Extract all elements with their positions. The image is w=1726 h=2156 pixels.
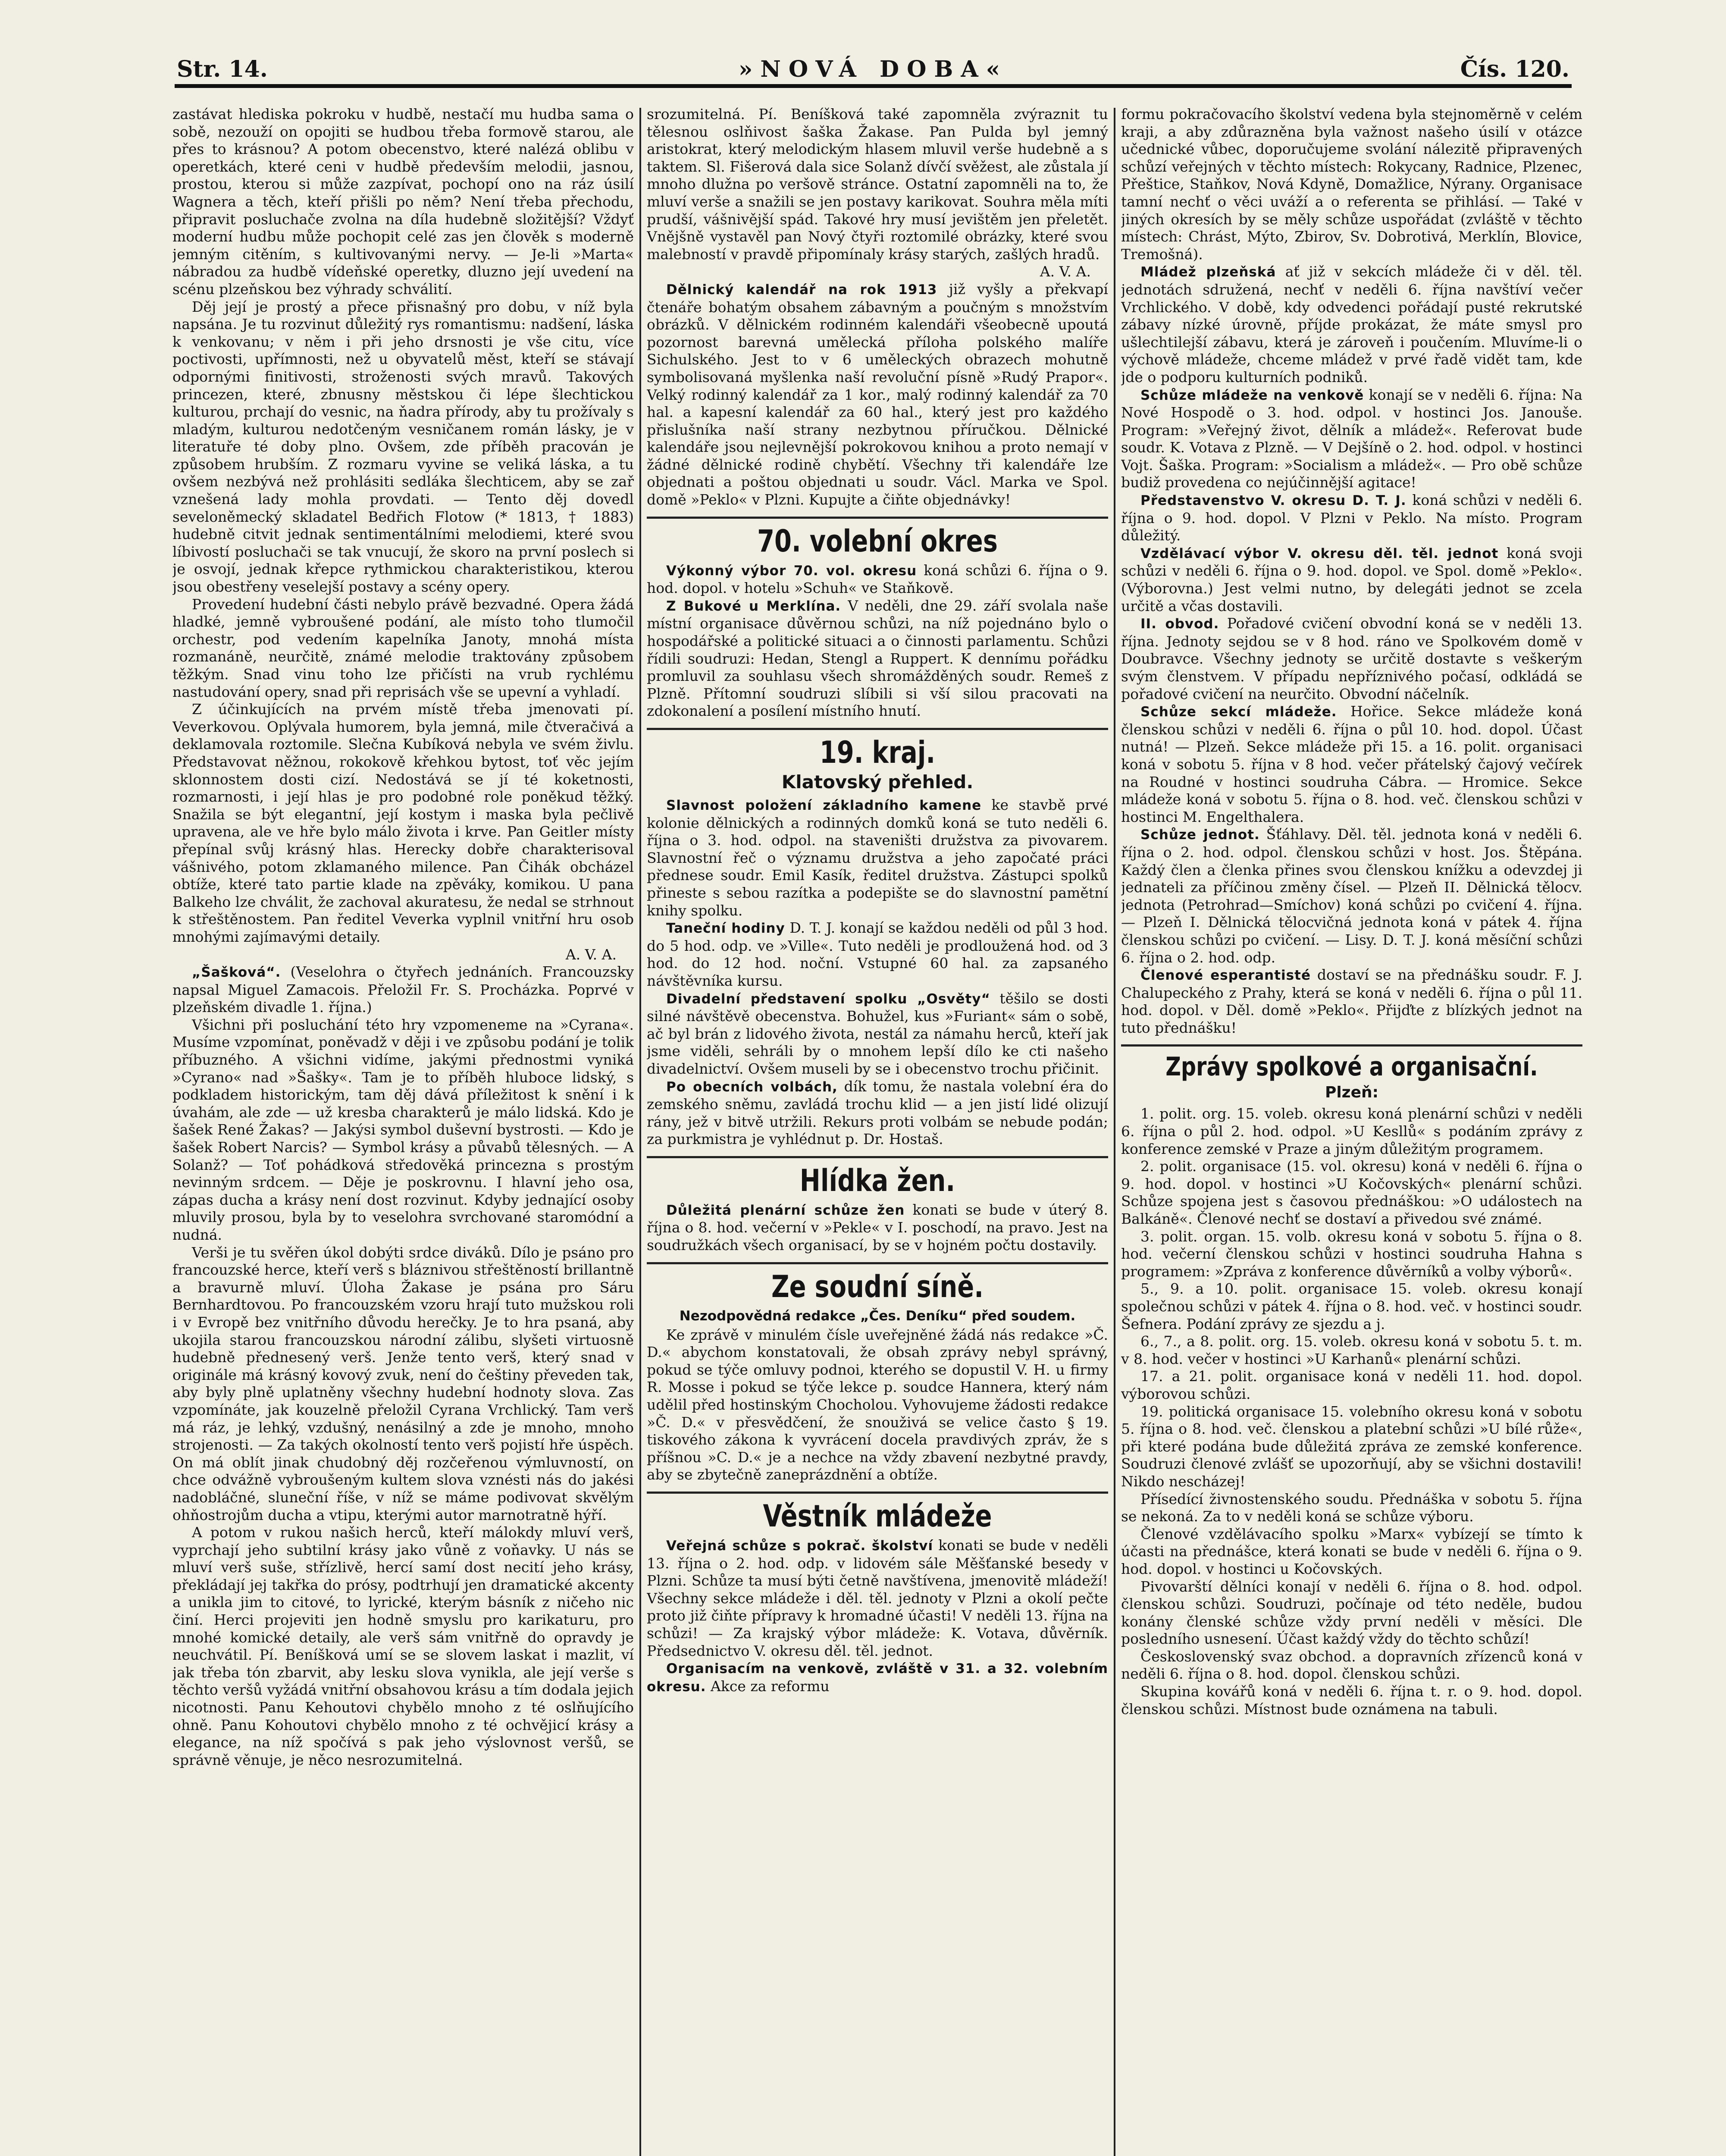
notice-text: dostaví se na přednášku soudr. F. J. Chalupeckého z Prahy, která se koná v neděli 6. října o půl 11. hod. dopol. v Děl. domě »Peklo«. Přijďte z blízkých jednot na tuto přednášku! xyxy=(1121,966,1582,1036)
notice xyxy=(647,281,1108,509)
article-paragraph: Děj její je prostý a přece přisnašný pro dobu, v níž byla napsána. Je tu rozvinut důležitý rys romantismu: nadšení, láska k venkovanu; v něm i při jeho drsnosti je vše citu, více poctivosti, upřímnosti, než u obyvatelů měst, kteří se stávají odpornými finitivosti, stroženosti svých mravů. Takových princezen, které, zbnusny městskou či lépe šlechtickou kulturou, prchají do vesnic, na ňadra přírody, aby tu prožívaly s mladým, kulturou nedotčeným vesničanem román lásky, je v literatuře té doby plno. Ovšem, zde příběh pracován je způsobem hrubším. Z rozmaru vyvine se veliká láska, a tu ovšem nezbývá než prohlásiti sedláka šlechticem, aby se zař vznešená lady mohla provdati. — Tento děj dovedl seveloněmecký skladatel Bedřich Flotow (* 1813, † 1883) hudebně citvit jednak sentimentálními melodiemi, které svou líbivostí posluchači se tak vnucují, že skoro na první poslech si je osvojí, jednak křepce rythmickou charakteristikou, kterou jsou obestřeny veselejší postavy a scény opery. xyxy=(172,298,634,595)
club-notice: Pivovarští dělníci konají v neděli 6. října o 8. hod. odpol. členskou schůzi. Soudruzi, počínaje od této neděle, budou konány členské schůze vždy první neděli v měsíci. Dle posledního usnesení. Účast každý vždy do těchto schůzí! xyxy=(1121,1578,1582,1648)
notice-title: Taneční hodiny xyxy=(666,921,785,937)
column-rule-2 xyxy=(1114,108,1115,2156)
review-intro xyxy=(172,963,634,1016)
page-number: Str. 14. xyxy=(177,56,268,82)
notice xyxy=(647,1660,1108,1695)
notice-text: koná schůzi v neděli 6. října o 9. hod. dopol. V Plzni v Peklo. Na místo. Program důležitý. xyxy=(1121,492,1582,544)
notice-title: Organisacím na venkově, zvláště v 31. a 32. volebním okresu. xyxy=(647,1661,1108,1695)
article-paragraph: formu pokračovacího školství vedena byla stejnoměrně v celém kraji, a aby zdůrazněna byla važnost našeho úsilí v otázce učednické vůbec, doporučujeme svolání nálezitě připravených schůzí veřejných v těchto místech: Rokycany, Radnice, Plzenec, Přeštice, Staňkov, Nová Kdyně, Domažlice, Nýrany. Organisace tamní nechť o věci uváží a o referenta se přihlásí. — Také v jiných okresích by se měly schůze uspořádat (zvláště v těchto místech: Chrást, Mýto, Zbirov, Sv. Dobrotivá, Merklín, Blovice, Tremošná). xyxy=(1121,106,1582,263)
author-signature: A. V. A. xyxy=(1040,263,1091,280)
article-paragraph: Všichni při posluchání této hry vzpomeneme na »Cyrana«. Musíme vzpomínat, poněvadž v ději i ve způsobu podání je tolik příbuzného. A všichni vidíme, jakými přednostmi vyniká »Cyrano« nad »Šašky«. Tam je to příběh hluboce lidský, s podkladem historickým, tam děj dává příležitost k snění i k úvahám, ale zde — už kresba charakterů je málo lidská. Kdo je šašek René Žakas? — Jakýsi symbol duševní bystrosti. — Kdo je šašek Robert Narcis? — Symbol krásy a půvabů tělesných. — A Solanž? — Toť pohádková středověká princezna s prostým nevinným srdcem. — Děje je poskrovnu. I hlavní jeho osa, zápas ducha a krásy není dost rozvinut. Kdyby jednající osoby mluvily prosou, byla by to veselohra svrchované staromódní a nudná. xyxy=(172,1016,634,1243)
notice xyxy=(647,990,1108,1078)
notice-text: D. T. J. konají se každou neděli od půl 3 hod. do 5 hod. odp. ve »Ville«. Tuto neděli je prodloužená hod. od 3 hod. do 12 hod. noční. Vstupné 60 hal. za zapsaného návštěvníka kursu. xyxy=(647,919,1108,989)
review-title: „Šašková“. xyxy=(192,965,281,981)
article-paragraph: srozumitelná. Pí. Beníšková také zapomněla zvýraznit tu tělesnou oslňivost šaška Žakase. Pan Pulda byl jemný aristokrat, který melodickým hlasem mluvil verše hudebně a s taktem. Sl. Fišerová dala sice Solanž dívčí svěžest, ale zůstala jí mnoho dlužna po veršově stránce. Ostatní zapomněli na to, že mluví verše a snažili se jen postavy karikovat. Souhra měla míti prudší, vášnivější spád. Takové hry musí jevištěm jen přeletět. Vnějšně vystavěl pan Nový čtyři roztomilé obrázky, které svou malebností v pravdě připomínaly krásy starých, zašlých hradů. xyxy=(647,106,1108,263)
notice-text: V neděli, dne 29. září svolala naše místní organisace důvěrnou schůzi, na níž pojednáno bylo o hospodářské a politické situaci a o činnosti parlamentu. Schůzi řídili soudruzi: Hedan, Stengl a Ruppert. K dennímu pořádku promluvil za souhlasu všech shromážděných soudr. Remeš z Plzně. Přítomní soudruzi slíbili si vší silou pracovati na zdokonalení a posílení místního hnutí. xyxy=(647,597,1108,720)
notice xyxy=(1121,545,1582,615)
notice xyxy=(647,1078,1108,1148)
notice-text: Akce za reformu xyxy=(711,1677,830,1695)
notice-title: Vzdělávací výbor V. okresu děl. těl. jednot xyxy=(1140,545,1499,561)
article-paragraph: A potom v rukou našich herců, kteří málokdy mluví verš, vyprchají jeho subtilní krásy jako vůně z voňavky. U nás se mluví verš suše, střízlivě, hercí samí dost necití jeho krásy, překládají jej takřka do prósy, podtrhují jen dramatické akcenty a unikla jim to citové, to lyrické, kterým básník z ničeho nic činí. Herci projeviti jen hodně smyslu pro karikaturu, pro mnohé komické detaily, ale verš sám vnitřně do opravdy je neuchvátil. Pí. Beníšková umí se se slovem laskat i mazlit, ví jak třeba tón zbarvit, aby lesku slova vynikla, ale její verše s těchto veršů vyžádá vnitřní obsahovou krásu a tím dodala jejich nicotnosti. Panu Kehoutovi chybělo mnoho z té oslňujícího ohně. Panu Kohoutovi chybělo mnoho z té ochvějicí krásy a elegance, na níž spočívá s pak jeho výslovnost veršů, se správně věnuje, je něco nesrozumitelná. xyxy=(172,1524,634,1768)
club-notice: 19. politická organisace 15. volebního okresu koná v sobotu 5. října o 8. hod. več. členskou a platební schůzi »U bílé růže«, při které podána bude důležitá zpráva ze zemské konference. Soudruzi členové zvlášť se upozorňují, aby se všichni dostavili! Nikdo nescházej! xyxy=(1121,1403,1582,1490)
club-notice: Československý svaz obchod. a dopravních zřízenců koná v neděli 6. října o 8. hod. dopol. členskou schůzi. xyxy=(1121,1648,1582,1683)
notice xyxy=(1121,826,1582,966)
section-title: Ze soudní síně. xyxy=(771,1269,984,1304)
club-notice: 6., 7., a 8. polit. org. 15. voleb. okresu koná v sobotu 5. t. m. v 8. hod. večer v hostinci »U Karhanů« plenární schůzi. xyxy=(1121,1333,1582,1367)
article-paragraph: Verši je tu svěřen úkol dobýti srdce diváků. Dílo je psáno pro francouzské herce, kteří verš s bláznivou střeštěností brillantně a bravurně mluví. Úloha Žakase je psána pro Sáru Bernhardtovou. Po francouzském vzoru hrají tuto mužskou roli i v Evropě bez vnitřního důvodu herečky. Je to hra psaná, aby ukojila starou francouzskou národní zálibu, slyšeti virtuosně hudebně přednesený verš. Jenže tento verš, který snad v originále má krásný kovový zvuk, není do češtiny převeden tak, aby byly plně uplatněny všechny hudební hodnoty slova. Zas vzpomínáte, jak kouzelně přeložil Cyrana Vrchlický. Tam verš má ráz, je lehký, vzdušný, nenásilný a zde je mnoho, mnoho strojenosti. — Za takých okolností tento verš pojistí hře úspěch. On má oblít jinak chudobný děj rozčeřenou výmluvností, on chce odvážně vybroušeným kultem slova vznésti nás do jakési nadobláčné, sluneční říše, v níž se máme podivovat skvělým ohňostrojům ducha a vtipu, kterými autor marnotratně hýří. xyxy=(172,1244,634,1523)
notice xyxy=(1121,492,1582,545)
article-paragraph: Z účinkujících na prvém místě třeba jmenovati pí. Veverkovou. Oplývala humorem, byla jemná, mile čtveračivá a deklamovala roztomile. Slečna Kubíková nebyla ve svém živlu. Představovat něžnou, rokokově křehkou bytost, toť věc jejím sklonnostem dosti cizí. Nedostává se jí té koketnosti, rozmarnosti, i její hlas je pro podobné role poněkud těžký. Snažila se být elegantní, její kostym i maska byla pečlivě upravena, ale ve hře bylo málo života i krve. Pan Geitler místy přepínal svůj krásný hlas. Herecky dobře charakterisoval vášnivého, potom zklamaného milence. Pan Čihák obcházel obtíže, které tato partie klade na zpěváky, komikou. U pana Balkeho lze chválit, že zachoval akuratesu, že nedal se strhnout k střeštěnostem. Pan ředitel Veverka vyplnil vnitřní hru osob mnohými zajímavými detaily. xyxy=(172,701,634,945)
notice-text: dík tomu, že nastala volební éra do zemského sněmu, zavládá trochu klid — a jen jistí lidé olizují rány, jež v bitvě utržili. Rekurs proti volbám se nebude podán; za purkmistra je vyhlédnut p. Dr. Hostaš. xyxy=(647,1078,1108,1148)
section-title: Věstník mládeže xyxy=(763,1498,992,1534)
notice-text: koná schůzi 6. října o 9. hod. dopol. v hotelu »Schuh« ve Staňkově. xyxy=(647,561,1108,597)
club-notice: Skupina kovářů koná v neděli 6. října t. r. o 9. hod. dopol. členskou schůzi. Místnost bude oznámena na tabuli. xyxy=(1121,1683,1582,1717)
notice-title: Po obecních volbách, xyxy=(666,1079,838,1095)
notice xyxy=(647,562,1108,597)
notice-text: Šťáhlavy. Děl. těl. jednota koná v neděli 6. října o 2. hod. odpol. členskou schůzi v host. Jos. Štěpána. Každý člen a členka přines svou členskou knížku a odevzdej ji jednateli za příčinou změny čísel. — Plzeň II. Dělnická tělocv. jednota (Petrohrad—Smíchov) koná schůzi po cvičení 4. října. — Plzeň I. Dělnická tělocvičná jednota koná v pátek 4. října členskou schůzi po cvičení. — Lisy. D. T. J. koná měsíční schůzi 6. října o 2. hod. odp. xyxy=(1121,826,1582,966)
notice xyxy=(647,1201,1108,1254)
notice-text: konají se v neděli 6. října: Na Nové Hospodě o 3. hod. odpol. v hostinci Jos. Janouše. Program: »Veřejný život, dělník a mládež«. Referovat bude soudr. K. Votava z Plzně. — V Dejšíně o 2. hod. odpol. v hostinci Vojt. Šaška. Program: »Socialism a mládež«. — Pro obě schůze budiž provedena co nejúčinnější agitace! xyxy=(1121,386,1582,491)
notice xyxy=(1121,615,1582,703)
section-header xyxy=(647,1492,1108,1534)
author-signature: A. V. A. xyxy=(565,946,617,963)
notice-title: Schůze sekcí mládeže. xyxy=(1140,704,1337,720)
notice-text: již vyšly a překvapí čtenáře bohatým obsahem zábavným a poučným s množstvím obrázků. V dělnickém rodinném kalendáři všeobecně upoutá pozornost barevná umělecká příloha polského malíře Sichulského. Jest to v 6 uměleckých obrazech mohutně symbolisovaná myšlenka naší revoluční písně »Rudý Prapor«. Velký rodinný kalendář za 1 kor., malý rodinný kalendář za 70 hal. a kapesní kalendář za 60 hal., který jest pro každého přislušníka naší strany nezbytnou příručkou. Dělnické kalendáře jsou nejlevnější pokrokovou knihou a proto nemají v žádné dělnické rodině chybětí. Všechny tři kalendáře lze objednati a poštou objednati u soudr. Václ. Marka ve Spol. domě »Peklo« v Plzni. Kupujte a čiňte objednávky! xyxy=(647,280,1108,508)
notice xyxy=(1121,966,1582,1037)
notice-title: Mládež plzeňská xyxy=(1140,264,1276,280)
issue-number: Čís. 120. xyxy=(1460,56,1569,82)
review-subtitle: (Veselohra o čtyřech jednáních. Francouzsky napsal Miguel Zamacois. Přeložil Fr. S. Procházka. Poprvé v plzeňském divadle 1. října.) xyxy=(172,963,634,1016)
notice-text: konati se bude v úterý 8. října o 8. hod. večerní v »Pekle« v I. poschodí, na pravo. Jest na soudružkách všech organisací, by se v hojném počtu dostavily. xyxy=(647,1201,1108,1254)
notice xyxy=(1121,703,1582,826)
notice-title: Veřejná schůze s pokrač. školství xyxy=(666,1538,933,1554)
article-paragraph: zastávat hlediska pokroku v hudbě, nestačí mu hudba sama o sobě, nezouží on opojiti se hudbou třeba formově starou, ale přes to krásnou? A potom obecenstvo, které nalézá oblibu v operetkách, které ceni v hudbě především melodii, jasnou, prostou, kterou si může zazpívat, pochopí ono na ráz úsilí Wagnera a těch, kteří přišli po něm? Není třeba přechodu, připravit posluchače zvolna na díla hudebně složitější? Vždyť moderní hudbu může pochopit celé zas jen člověk s moderně jemným citěním, s kultivovanými nervy. — Je-li »Marta« nábradou za hudbě vídeňské operetky, dluzno její uvedení na scénu plzeňskou bez výhrady schválití. xyxy=(172,106,634,298)
notice-text: těšilo se dosti silné návštěvě obecenstva. Bohužel, kus »Furiant« sám o sobě, ač byl brán z lidového života, nestál za námahu herců, kteří jak jsme viděli, sehráli by o mnohem lepší dílo ke cti našeho divadelnictví. Ovšem museli by se i obecenstvo trochu přičinit. xyxy=(647,990,1108,1077)
club-notice: 17. a 21. polit. organisace koná v neděli 11. hod. dopol. výborovou schůzi. xyxy=(1121,1368,1582,1402)
newspaper-title: »NOVÁ DOBA« xyxy=(738,56,1008,82)
notice-title: Důležitá plenární schůze žen xyxy=(666,1202,905,1218)
column-1 xyxy=(172,106,634,2156)
notice-title: Schůze jednot. xyxy=(1140,827,1260,843)
section-header xyxy=(1121,1044,1582,1103)
notice-text: ať již v sekcích mládeže či v děl. těl. jednotách sdružená, nechť v neděli 6. října navštíví večer Vrchlického. V době, kdy odvedenci pořádají pusté rekrutské zábavy nízké úrovně, příjde prokázat, že máte smysl pro ušlechtilejší zábavu, která je zároveň i poučením. Mluvíme-li o výchově mládeže, chceme mládež v prvé řadě vidět tam, kde jde o podporu kulturních podniků. xyxy=(1121,263,1582,385)
notice xyxy=(1121,263,1582,386)
section-header xyxy=(647,1156,1108,1199)
notice xyxy=(647,796,1108,919)
club-notice: 1. polit. org. 15. voleb. okresu koná plenární schůzi v neděli 6. října o půl 2. hod. odpol. »U Kesllů« s podáním zprávy z konference zemské v Praze a jiným důležitým programem. xyxy=(1121,1105,1582,1157)
column-rule-1 xyxy=(639,108,641,2156)
notice xyxy=(647,919,1108,990)
section-title: 19. kraj. xyxy=(819,735,936,770)
section-header xyxy=(647,728,1108,794)
notice-title: Z Bukové u Merklína. xyxy=(666,598,841,614)
club-notice: Členové vzdělávacího spolku »Marx« vybízejí se tímto k účasti na přednášce, která konati se bude v neděli 6. října o 9. hod. dopol. v hostinci u Kočovských. xyxy=(1121,1525,1582,1577)
notice-title: Schůze mládeže na venkově xyxy=(1140,387,1364,403)
column-3 xyxy=(1121,106,1582,2156)
section-title: Zprávy spolkové a organisační. xyxy=(1165,1052,1538,1082)
notice-text: ke stavbě prvé kolonie dělnických a rodinných domků koná se tuto neděli 6. října o 3. hod. odpol. na staveništi družstva za pivovarem. Slavnostní řeč o významu družstva a jeho započaté práci přednese soudr. Emil Kasík, ředitel družstva. Zástupci spolků přineste s sebou razítka a podepište se do slavnostní pamětní knihy spolku. xyxy=(647,796,1108,919)
club-notice: 2. polit. organisace (15. vol. okresu) koná v neděli 6. října o 9. hod. dopol. v hostinci »U Kočovských« plenární schůzi. Schůze spojena jest s časovou přednáškou: »O událostech na Balkáně«. Členové nechť se dostaví a přivedou své známé. xyxy=(1121,1158,1582,1228)
section-header xyxy=(647,517,1108,559)
article-paragraph: Provedení hudební části nebylo právě bezvadné. Opera žádá hladké, jemně vybroušené podání, ale místo toho tlumočil orchestr, pod vedením kapelníka Janoty, mnohá místa rozmanáně, neurčitě, známé melodie traktovány způsobem těžkým. Snad vinu toho lze přičísti na vrub rychlému nastudování opery, snad při reprisách vše se upevní a vyhladí. xyxy=(172,595,634,700)
club-notice: 3. polit. organ. 15. volb. okresu koná v sobotu 5. října o 8. hod. večerní členskou schůzi v hostinci soudruha Hahna s programem: »Zpráva z konference důvěrníků a volby výborů«. xyxy=(1121,1228,1582,1280)
notice-title: Členové esperantisté xyxy=(1140,968,1311,984)
section-subtitle: Klatovský přehled. xyxy=(781,771,974,793)
notice xyxy=(647,597,1108,720)
running-header xyxy=(177,52,1569,86)
article-paragraph: Ke zprávě v minulém čísle uveřejněné žádá nás redakce »Č. D.« abychom konstatovali, že obsah zprávy nebyl správný, pokud se týče omluvy podnoi, kterého se dopustil V. H. u firmy R. Mosse i pokud se týče lekce p. soudce Hannera, který nám udělil před hostinským Chocholou. Vyhovujeme žádosti redakce »Č. D.« v přesvědčení, že snouživá se velice často § 19. tiskového zákona k vyvrácení docela pravdivých zpráv, že s příšnou »C. D.« je a nechce na vždy zbavení nezbytné pravdy, aby se zbytečně zaneprázdnění a obtíže. xyxy=(647,1326,1108,1483)
notice-title: Slavnost položení základního kamene xyxy=(666,798,982,813)
notice-title: Výkonný výbor 70. vol. okresu xyxy=(666,563,917,579)
notice-text: konati se bude v neděli 13. října o 2. hod. odp. v lidovém sále Měšťanské besedy v Plzni. Schůze ta musí býti četně navštívena, jmenovitě mládeží! Všechny sekce mládeže i děl. těl. jednoty v Plzni a okolí pečte proto již čiňte přípravy k hromadné účasti! V neděli 13. října na schůzi! — Za krajský výbor mládeže: K. Votava, důvěrník. Předsednictvo V. okresu děl. těl. jednot. xyxy=(647,1537,1108,1659)
notice xyxy=(647,1537,1108,1660)
notice xyxy=(1121,386,1582,492)
notice-title: Divadelní představení spolku „Osvěty“ xyxy=(666,991,990,1007)
club-notice: 5., 9. a 10. polit. organisace 15. voleb. okresu konají společnou schůzi v pátek 4. října o 8. hod. več. v hostinci soudr. Šefnera. Podání zprávy ze sjezdu a j. xyxy=(1121,1280,1582,1332)
club-notice: Přísedící živnostenského soudu. Přednáška v sobotu 5. října se nekoná. Za to v neděli koná se schůze výboru. xyxy=(1121,1490,1582,1525)
notice-text: koná svoji schůzi v neděli 6. října o 9. hod. dopol. ve Spol. domě »Peklo«. (Výborovna.) Jest velmi nutno, by delegáti jednot se zcela určitě a včas dostavili. xyxy=(1121,544,1582,614)
section-title: 70. volební okres xyxy=(757,523,998,559)
notice-text: Hořice. Sekce mládeže koná členskou schůzi v neděli 6. října o půl 10. hod. dopol. Účast nutná! — Plzeň. Sekce mládeže při 15. a 16. polit. organisaci koná v sobotu 5. října v 8 hod. večer přátelský čajový večírek na Roudné v hostinci soudruha Cábra. — Hromice. Sekce mládeže koná v sobotu 5. října o 8. hod. več. členskou schůzi v hostinci M. Engelthalera. xyxy=(1121,703,1582,825)
header-rule xyxy=(175,84,1572,88)
article-headline: Nezodpovědná redakce „Čes. Deníku“ před soudem. xyxy=(679,1308,1076,1324)
column-2 xyxy=(647,106,1108,2156)
section-subtitle: Plzeň: xyxy=(1325,1084,1379,1102)
section-title: Hlídka žen. xyxy=(799,1163,955,1198)
notice-title: II. obvod. xyxy=(1140,616,1219,632)
notice-title: Dělnický kalendář na rok 1913 xyxy=(666,282,937,298)
notice-text: Pořadové cvičení obvodní koná se v neděli 13. října. Jednoty sejdou se v 8 hod. ráno ve Spolkovém domě v Doubravce. Všechny jednoty se určitě dostavte s veškerým svým členstvem. V případu nepříznivého počasí, odkládá se pořadové cvičení na neurčito. Obvodní náčelník. xyxy=(1121,615,1582,702)
notice-title: Představenstvo V. okresu D. T. J. xyxy=(1140,493,1406,509)
section-header xyxy=(647,1262,1108,1305)
